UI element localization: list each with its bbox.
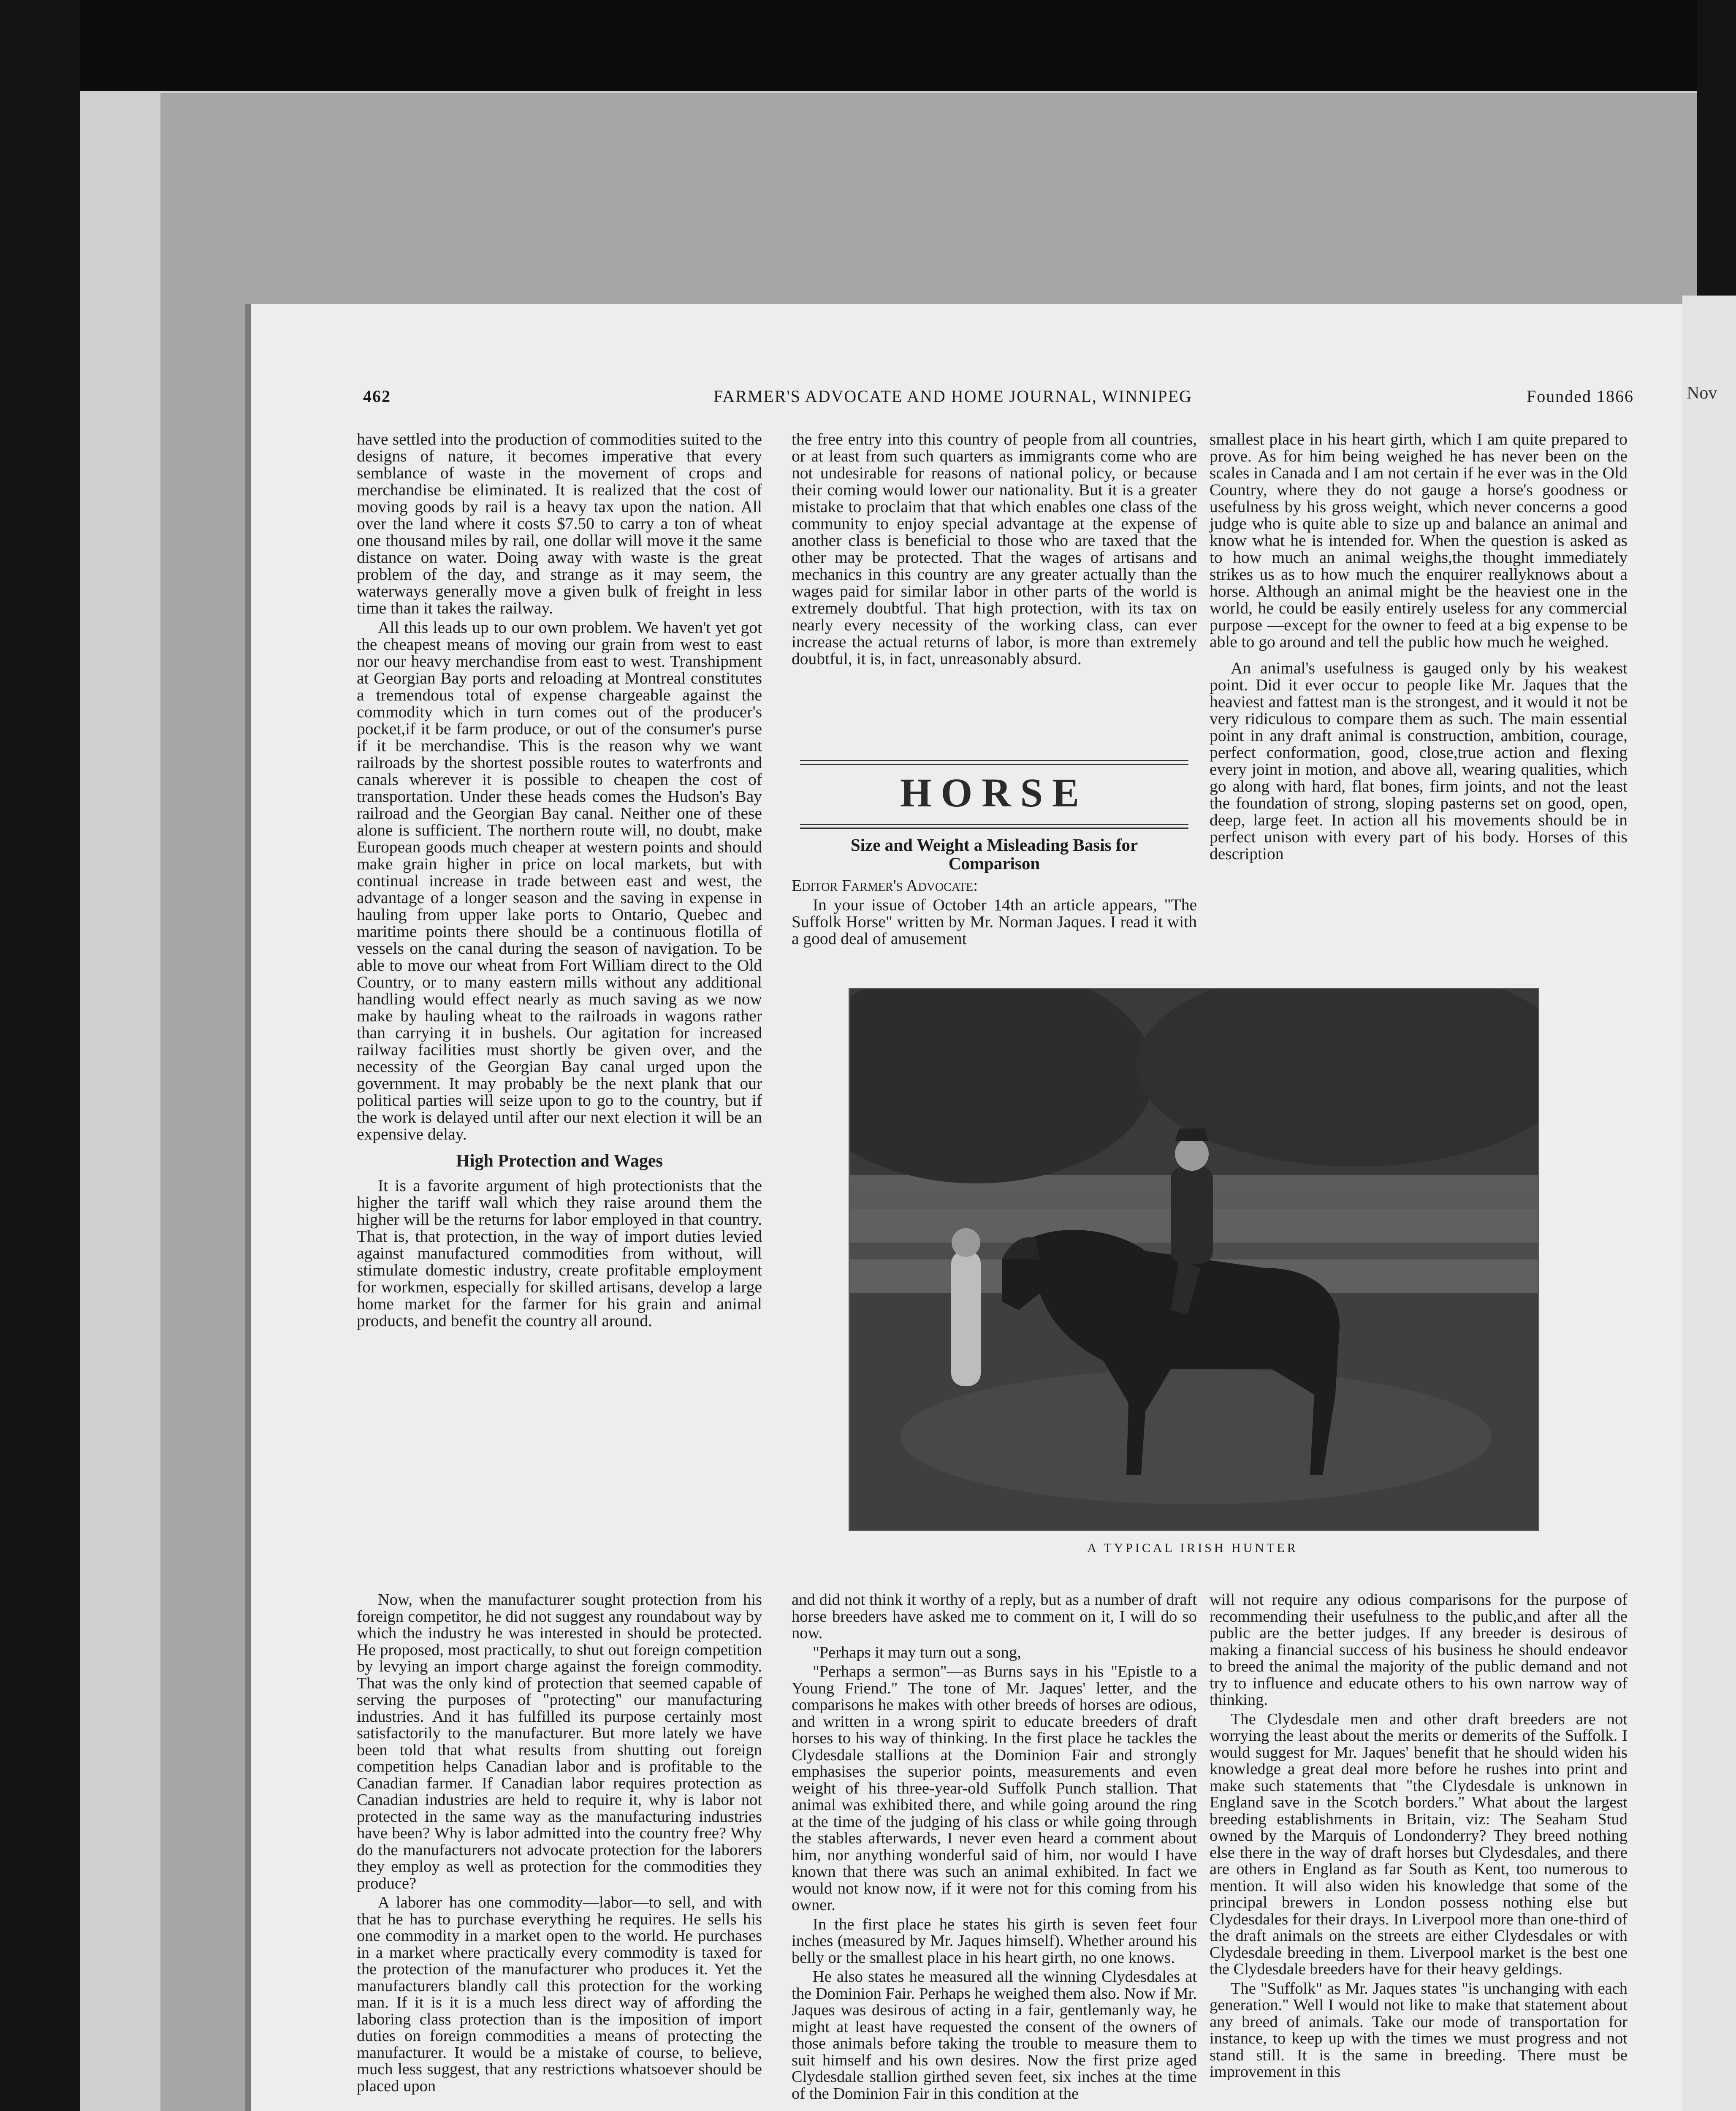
paragraph: have settled into the production of commodities suited to the designs of nature, it becomes imperative that every semblance of waste in the movement of crops and merchandise be eliminated. It is realized that the cost of moving goods by rail is a heavy tax upon the nation. All over the land where it costs $7.50 to carry a ton of wheat one thousand miles by rail, one dollar will move it the same distance on water. Doing away with waste is the great problem of the day, and strange as it may seem, the waterways generally move a given bulk of freight in less time than it takes the railway. [357, 430, 762, 617]
paragraph: It is a favorite argument of high protectionists that the higher the tariff wall which they raise around them the higher will be the returns for labor employed in that country. That is, that protection, in the way of import duties levied against manufactured commodities from without, will stimulate domestic industry, create profitable employment for workmen, especially for skilled artisans, develop a large home market for the farmer for his grain and animal products, and benefit the country all around. [357, 1176, 762, 1330]
paragraph: All this leads up to our own problem. We haven't yet got the cheapest means of moving our grain from west to east nor our heavy merchandise from east to west. Transhipment at Georgian Bay ports and reloading at Montreal constitutes a tremendous total of expense chargeable against the commodity which in turn comes out of the producer's pocket,if it be farm produce, or out of the consumer's purse if it be merchandise. This is the reason why we want railroads by the shortest possible routes to waterfronts and canals wherever it is possible to cheapen the cost of transportation. Under these heads comes the Hudson's Bay railroad and the Georgian Bay canal. Neither one of these alone is sufficient. The northern route will, no doubt, make European goods much cheaper at western points and should make grain higher in price on local markets, but with continual increase in trade between east and west, the advantage of a longer season and the saving in expense in hauling from upper lake ports to Ontario, Quebec and maritime points there should be a continuous flotilla of vessels on the canal during the season of navigation. To be able to move our wheat from Fort William direct to the Old Country, or to many eastern mills without any additional handling would effect nearly as much saving as we now make by hauling wheat to the railroads in wagons rather than carrying it in bushels. Our agitation for increased railway facilities must shortly be given over, and the necessity of the Georgian Bay canal urged upon the government. It may probably be the next plank that our political parties will seize upon to go to the country, but if the work is delayed until after our next election it will be an expensive delay. [357, 618, 762, 1143]
paragraph: The "Suffolk" as Mr. Jaques states "is unchanging with each generation." Well I would not like to make that statement about any breed of animals. Take our mode of transportation for instance, to keep up with the times we must progress and not stand still. It is the same in breeding. There must be improvement in this [1210, 1979, 1628, 2081]
publication-title: FARMER'S ADVOCATE AND HOME JOURNAL, WINNIPEG [713, 387, 1192, 406]
column-1-top [357, 431, 762, 1587]
subheading-high-protection: High Protection and Wages [456, 1151, 663, 1171]
adjacent-page-fragment [1682, 296, 1736, 2111]
paragraph: He also states he measured all the winning Clydesdales at the Dominion Fair. Perhaps he weighed them also. Now if Mr. Jaques was desirous of acting in a fair, gentlemanly way, he might at least have requested the consent of the owners of those animals before taking the trouble to measure them to suit himself and his own desires. Now the first prize aged Clydesdale stallion girthed seven feet, six inches at the time of the Dominion Fair in this condition at the [792, 1968, 1197, 2103]
paragraph: will not require any odious comparisons for the purpose of recommending their usefulness to the public,and after all the public are the better judges. If any breeder is desirous of making a financial success of his business he should endeavor to breed the animal the majority of the public demand and not try to influence and educate others to his own narrow way of thinking. [1210, 1591, 1628, 1709]
paragraph: "Perhaps a sermon"—as Burns says in his "Epistle to a Young Friend." The tone of Mr. Jaques' letter, and the comparisons he makes with other breeds of horses are odious, and written in a wrong spirit to educate breeders of draft horses to his way of thinking. In the first place he tackles the Clydesdale stallions at the Dominion Fair and strongly emphasises the superior points, measurements and even weight of his three-year-old Suffolk Punch stallion. That animal was exhibited there, and while going around the ring at the time of the judging of his class or while going through the stables afterwards, I never even heard a comment about him, nor anything wonderful said of him, nor would I have known that there was such an animal exhibited. In fact we would not know now, if it were not for this coming from his owner. [792, 1663, 1197, 1914]
founded-line: Founded 1866 [1527, 387, 1634, 406]
article-intro [792, 877, 1197, 947]
adjacent-page-header: Nov [1687, 383, 1717, 403]
column-2-top [792, 431, 1197, 802]
paragraph: An animal's usefulness is gauged only by his weakest point. Did it ever occur to people like Mr. Jaques that the heaviest and fattest man is the strongest, and it would it not be very ridiculous to compare them as such. The main essential point in any draft animal is construction, ambition, courage, perfect conformation, good, close,true action and flexing every joint in motion, and above all, wearing qualities, which go along with hard, flat bones, firm joints, and not the least the foundation of strong, sloping pasterns set on good, open, deep, large feet. In action all his movements should be in perfect unison with every part of his body. Horses of this description [1210, 659, 1628, 863]
editor-salutation: Editor Farmer's Advocate: [792, 876, 978, 895]
microfilm-top-border [0, 0, 1736, 91]
column-3-top [1210, 431, 1628, 950]
microfilm-left-border [0, 0, 80, 2111]
page-number: 462 [363, 387, 391, 406]
paragraph: In the first place he states his girth is seven feet four inches (measured by Mr. Jaques himself). Whether around his belly or the smallest place in his heart girth, no one knows. [792, 1915, 1197, 1967]
paragraph: Now, when the manufacturer sought protection from his foreign competitor, he did not suggest any roundabout way by which the industry he was interested in should be protected. He proposed, most practically, to shut out foreign competition by levying an import charge against the foreign commodity. That was the only kind of protection that seemed capable of serving the purposes of "protecting" our manufacturing industries. And it has fulfilled its purpose certainly most satisfactorily to the manufacturer. But more lately we have been told that what results from shutting out foreign competition helps Canadian labor and is profitable to the Canadian farmer. If Canadian labor requires protection as Canadian industries are held to require it, why is labor not protected in the same way as the manufacturing industries have been? Why is labor admitted into the country free? Why do the manufacturers not advocate protection for the laborers they employ as well as protection for the commodities they produce? [357, 1591, 762, 1892]
column-1-bottom [357, 1592, 762, 2111]
horse-section-header [792, 760, 1197, 948]
paragraph: "Perhaps it may turn out a song, [813, 1643, 1021, 1661]
column-3-bottom [1210, 1592, 1628, 2111]
paragraph: In your issue of October 14th an article appears, "The Suffolk Horse" written by Mr. Norman Jaques. I read it with a good deal of amusement [792, 895, 1197, 948]
section-title: HORSE [900, 770, 1089, 815]
section-rule [800, 824, 1188, 829]
paragraph: The Clydesdale men and other draft breeders are not worrying the least about the merits or demerits of the Suffolk. I would suggest for Mr. Jaques' benefit that he should widen his knowledge a great deal more before he rushes into print and make such statements that "the Clydesdale is unknown in England save in the Scotch borders." What about the largest breeding establishments in Britain, viz: The Seaham Stud owned by the Marquis of Londonderry? They breed nothing else there in the way of draft horses but Clydesdales, and there are others in England as far South as Kent, too numerous to mention. It will also widen his knowledge that some of the principal brewers in London possess nothing else but Clydesdales for their drays. In Liverpool more than one-third of the draft animals on the streets are either Clydesdales or with Clydesdale breeding in them. Liverpool market is the best one the Clydesdale breeders have for their heavy geldings. [1210, 1710, 1628, 1978]
horse-photograph [849, 988, 1539, 1531]
page-header [363, 386, 1634, 412]
photo-caption: A TYPICAL IRISH HUNTER [1087, 1541, 1298, 1555]
column-2-bottom [792, 1592, 1197, 2111]
article-title: Size and Weight a Misleading Basis for Comparison [850, 835, 1138, 873]
photo-rendering [850, 989, 1538, 1530]
paragraph: A laborer has one commodity—labor—to sell, and with that he has to purchase everything he requires. He sells his one commodity in a market open to the world. He purchases in a market where practically every commodity is taxed for the protection of the manufacturer who produces it. Yet the manufacturers blandly call this protection for the working man. If it is it is a much less direct way of affording the laboring class protection than is the imposition of import duties on foreign commodities a means of protecting the manufacturer. It would be a mistake of course, to believe, much less suggest, that any restrictions whatsoever should be placed upon [357, 1894, 762, 2095]
section-rule [800, 760, 1188, 765]
paragraph: the free entry into this country of people from all countries, or at least from such quarters as immigrants come who are not undesirable for reasons of national policy, or because their coming would lower our nationality. But it is a greater mistake to proclaim that that which enables one class of the community to enjoy special advantage at the expense of another class is beneficial to those who are taxed that the other may be protected. That the wages of artisans and mechanics in this country are any greater actually than the wages paid for similar labor in other parts of the world is extremely doubtful. That high protection, with its tax on nearly every necessity of the working class, can ever increase the actual returns of labor, is more than extremely doubtful, it is, in fact, unreasonably absurd. [792, 430, 1197, 668]
paragraph: and did not think it worthy of a reply, but as a number of draft horse breeders have asked me to comment on it, I will do so now. [792, 1591, 1197, 1642]
paragraph: smallest place in his heart girth, which I am quite prepared to prove. As for him being weighed he has never been on the scales in Canada and I am not certain if he ever was in the Old Country, where they do not gauge a horse's goodness or usefulness by his gross weight, which never concerns a good judge who is quite able to size up and balance an animal and know what he is intended for. When the question is asked as to how much an animal weighs,the thought immediately strikes us as to how much the enquirer reallyknows about a horse. Although an animal might be the heaviest one in the world, he could be easily entirely useless for any commercial purpose —except for the owner to feed at a big expense to be able to go around and tell the public how much he weighed. [1210, 430, 1628, 651]
